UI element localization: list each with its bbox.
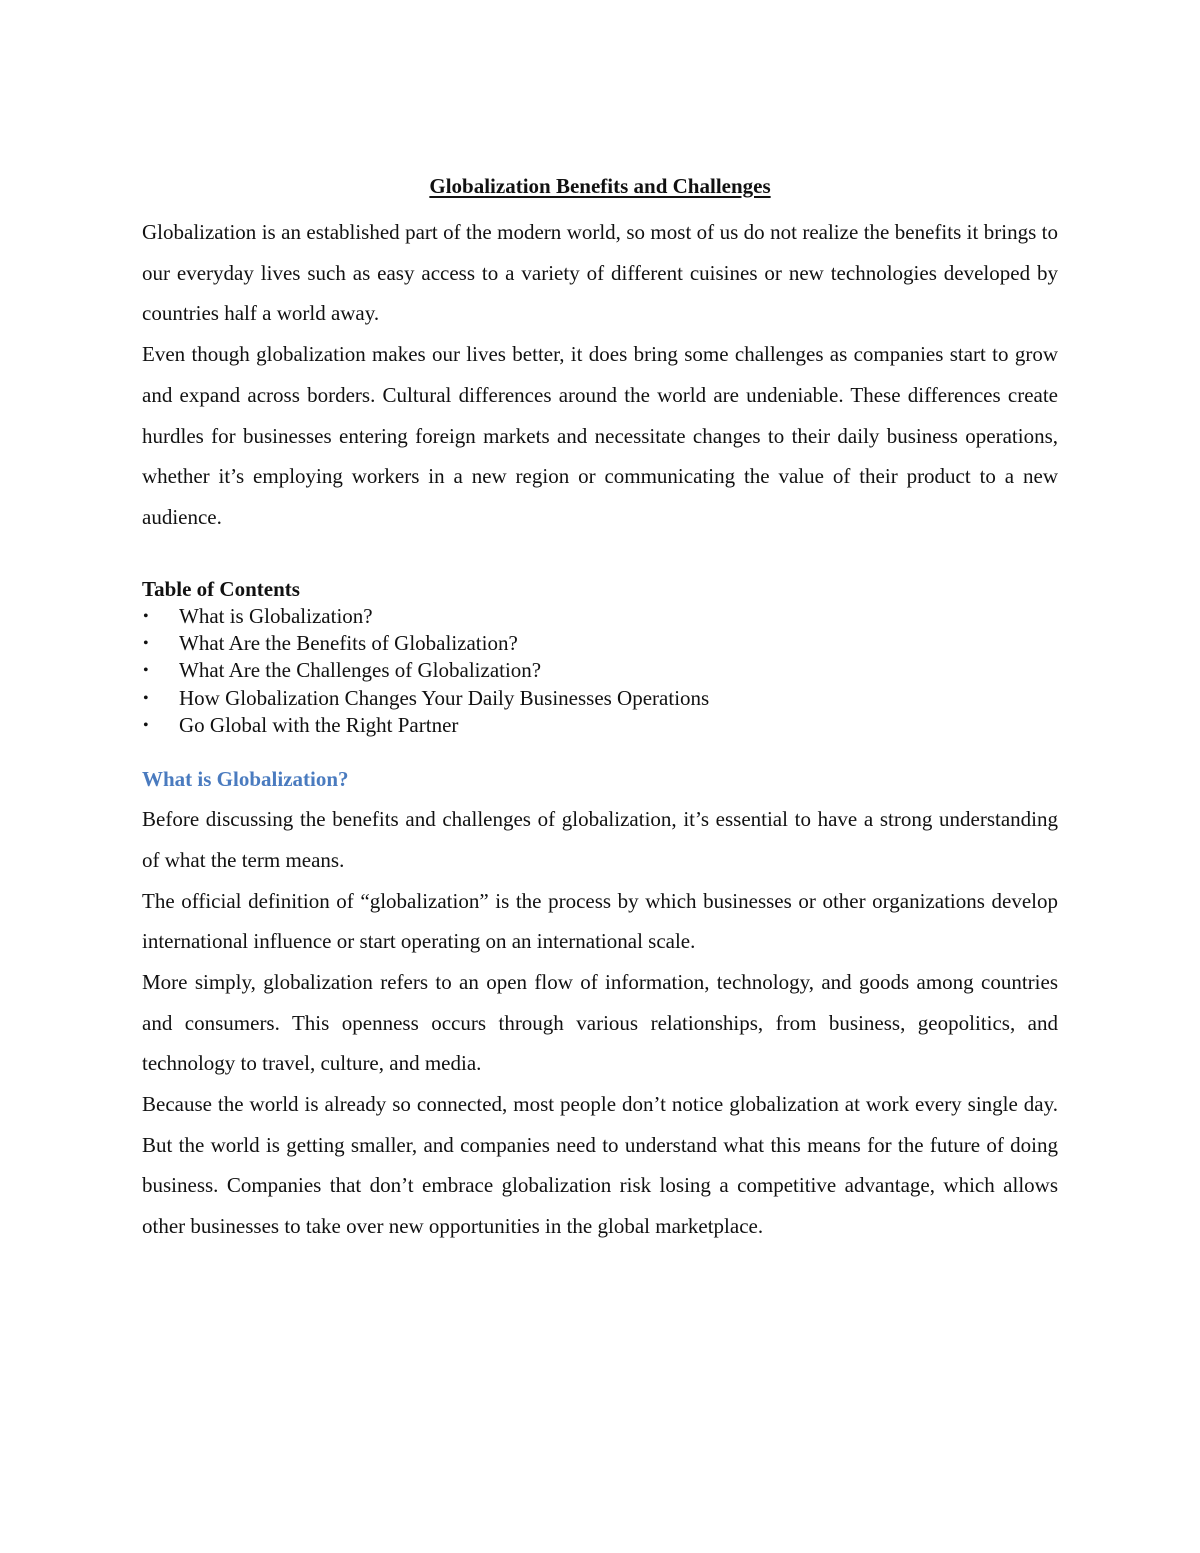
bullet-icon: • [143,607,149,625]
toc-item-label: What Are the Challenges of Globalization? [179,658,542,683]
toc-item-challenges[interactable] [142,657,1058,684]
document-body [142,172,1058,1247]
spacer [142,739,1058,765]
spacer [142,538,1058,575]
bullet-icon: • [143,634,149,652]
toc-item-label: How Globalization Changes Your Daily Businesses Operations [179,685,710,710]
toc-item-label: Go Global with the Right Partner [179,712,459,737]
bullet-icon: • [143,716,149,734]
document-title: Globalization Benefits and Challenges [429,174,771,198]
bullet-icon: • [143,662,149,680]
section-heading: What is Globalization? [142,767,349,792]
section-paragraph-3: More simply, globalization refers to an open flow of information, technology, and goods among countries and consumers. This openness occurs through various relationships, from business, geopolitics, and technology to travel, culture, and media. [142,969,1058,1076]
section-paragraph-4: Because the world is already so connected, most people don’t notice globalization at work every single day. But the world is getting smaller, and companies need to understand what this means for the future of doing business. Companies that don’t embrace globalization risk losing a competitive advantage, which allows other businesses to take over new opportunities in the global marketplace. [142,1092,1058,1239]
toc-item-label: What is Globalization? [179,603,373,628]
toc-heading: Table of Contents [142,576,300,601]
intro-paragraph-2: Even though globalization makes our lives better, it does bring some challenges as companies start to grow and expand across borders. Cultural differences around the world are undeniable. These differences create hurdles for businesses entering foreign markets and necessitate changes to their daily business operations, whether it’s employing workers in a new region or communicating the value of their product to a new audience. [142,342,1058,529]
section-paragraph-1: Before discussing the benefits and challenges of globalization, it’s essential to have a strong understanding of what the term means. [142,807,1058,872]
table-of-contents [142,575,1058,739]
section-paragraph-2: The official definition of “globalization” is the process by which businesses or other organizations develop international influence or start operating on an international scale. [142,888,1058,954]
intro-paragraph-1: Globalization is an established part of the modern world, so most of us do not realize the benefits it brings to our everyday lives such as easy access to a variety of different cuisines or new technologies developed by countries half a world away. [142,220,1058,326]
section-what-is-globalization [142,765,1058,1247]
toc-list [142,603,1058,739]
toc-item-go-global[interactable] [142,712,1058,739]
toc-item-what-is-globalization[interactable] [142,603,1058,630]
toc-item-daily-operations[interactable] [142,685,1058,712]
toc-item-benefits[interactable] [142,630,1058,657]
toc-item-label: What Are the Benefits of Globalization? [179,630,518,655]
bullet-icon: • [143,689,149,707]
